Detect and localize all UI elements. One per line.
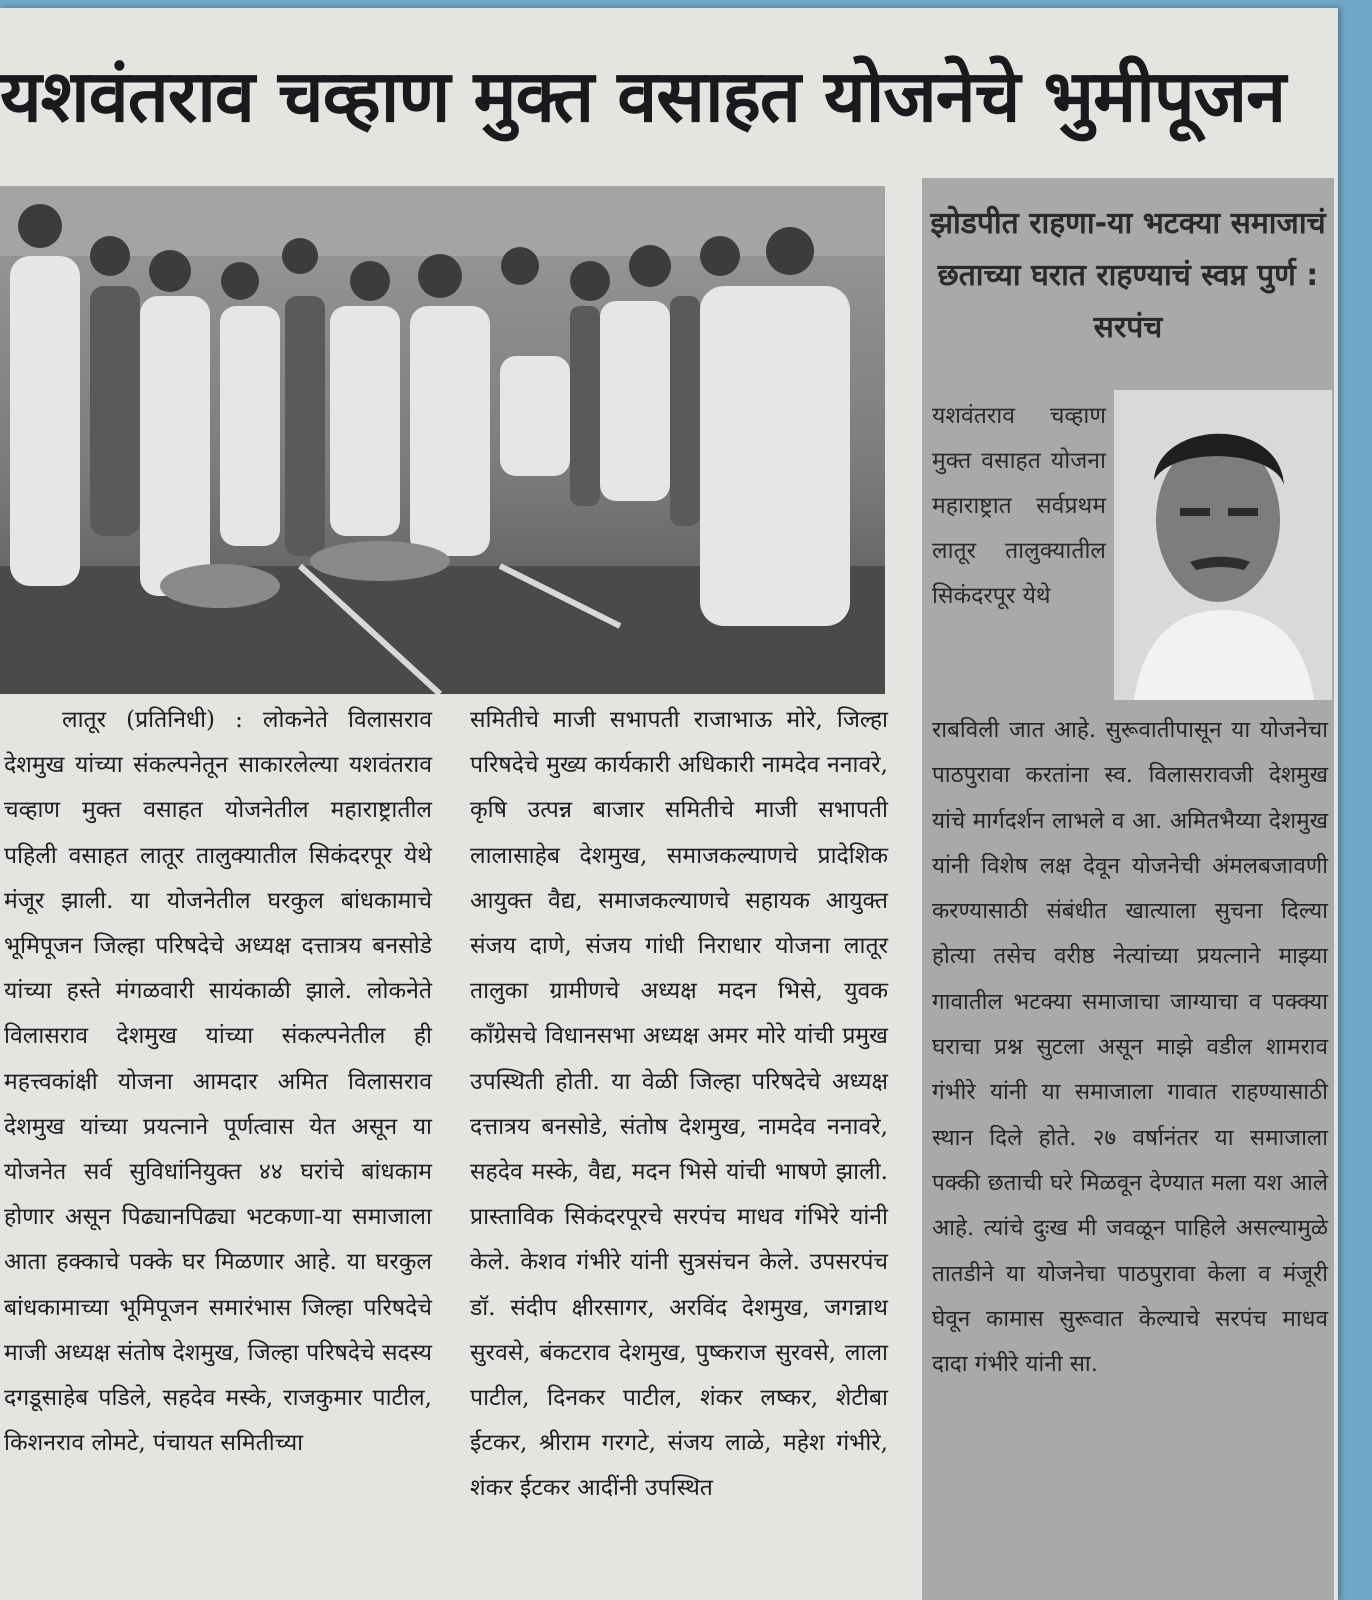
sarpanch-sidebar-box bbox=[922, 178, 1334, 1600]
sarpanch-portrait bbox=[1114, 390, 1332, 700]
sarpanch-portrait-graphic bbox=[1114, 390, 1332, 700]
sidebar-lead-text: यशवंतराव चव्हाण मुक्त वसाहत योजना महाराष्ट्रात सर्वप्रथम लातूर तालुक्यातील सिकंदरपूर येथे bbox=[932, 403, 1106, 609]
newspaper-page bbox=[0, 8, 1338, 1600]
article-column-2: समितीचे माजी सभापती राजाभाऊ मोरे, जिल्हा परिषदेचे मुख्य कार्यकारी अधिकारी नामदेव ननावरे, कृषि उत्पन्न बाजार समितीचे माजी सभापती लालासाहेब देशमुख, समाजकल्याणचे प्रादेशिक आयुक्त वैद्य, समाजकल्याणचे सहायक आयुक्त संजय दाणे, संजय गांधी निराधार योजना लातूर तालुका ग्रामीणचे अध्यक्ष मदन भिसे, युवक काँग्रेसचे विधानसभा अध्यक्ष अमर मोरे यांची प्रमुख उपस्थिती होती. या वेळी जिल्हा परिषदेचे अध्यक्ष दत्तात्रय बनसोडे, संतोष देशमुख, नामदेव ननावरे, सहदेव मस्के, वैद्य, मदन भिसे यांची भाषणे झाली. प्रास्ताविक सिकंदरपूरचे सरपंच माधव गंभिरे यांनी केले. केशव गंभीरे यांनी सुत्रसंचन केले. उपसरपंच डॉ. संदीप क्षीरसागर, अरविंद देशमुख, जगन्नाथ सुरवसे, बंकटराव देशमुख, पुष्कराज सुरवसे, लाला पाटील, दिनकर पाटील, शंकर लष्कर, शेटीबा ईटकर, श्रीराम गरगटे, संजय लाळे, महेश गंभीरे, शंकर ईटकर आदींनी उपस्थित bbox=[470, 707, 888, 1502]
ceremony-photo-graphic bbox=[0, 186, 885, 694]
article-headline: यशवंतराव चव्हाण मुक्त वसाहत योजनेचे भुमीपूजन bbox=[0, 54, 1286, 138]
sidebar-heading: झोडपीत राहणा-या भटक्या समाजाचं छताच्या घरात राहण्याचं स्वप्न पुर्ण : सरपंच bbox=[930, 206, 1326, 345]
sidebar-body-text: राबविली जात आहे. सुरूवातीपासून या योजनेचा पाठपुरावा करतांना स्व. विलासरावजी देशमुख यांचे मार्गदर्शन लाभले व आ. अमितभैय्या देशमुख यांनी विशेष लक्ष देवून योजनेची अंमलबजावणी करण्यासाठी संबंधीत खात्याला सुचना दिल्या होत्या तसेच वरीष्ठ नेत्यांच्या प्रयत्नाने माझ्या गावातील भटक्या समाजाचा जाग्याचा व पक्क्या घराचा प्रश्न सुटला असून माझे वडील शामराव गंभीरे यांनी या समाजाला गावात राहण्यासाठी स्थान दिले होते. २७ वर्षानंतर या समाजाला पक्की छताची घरे मिळवून देण्यात मला यश आले आहे. त्यांचे दुःख मी जवळून पाहिले असल्यामुळे तातडीने या योजनेचा पाठपुरावा केला व मंजूरी घेवून कामास सुरूवात केल्याचे सरपंच माधव दादा गंभीरे यांनी सा. bbox=[932, 717, 1328, 1378]
ceremony-photo bbox=[0, 186, 885, 694]
article-column-1: लातूर (प्रतिनिधी) : लोकनेते विलासराव देशमुख यांच्या संकल्पनेतून साकारलेल्या यशवंतराव चव्हाण मुक्त वसाहत योजनेतील महाराष्ट्रातील पहिली वसाहत लातूर तालुक्यातील सिकंदरपूर येथे मंजूर झाली. या योजनेतील घरकुल बांधकामाचे भूमिपूजन जिल्हा परिषदेचे अध्यक्ष दत्तात्रय बनसोडे यांच्या हस्ते मंगळवारी सायंकाळी झाले. लोकनेते विलासराव देशमुख यांच्या संकल्पनेतील ही महत्त्वकांक्षी योजना आमदार अमित विलासराव देशमुख यांच्या प्रयत्नाने पूर्णत्वास येत असून या योजनेत सर्व सुविधांनियुक्त ४४ घरांचे बांधकाम होणार असून पिढ्यानपिढ्या भटकणा-या समाजाला आता हक्काचे पक्के घर मिळणार आहे. या घरकुल बांधकामाच्या भूमिपूजन समारंभास जिल्हा परिषदेचे माजी अध्यक्ष संतोष देशमुख, जिल्हा परिषदेचे सदस्य दगडूसाहेब पडिले, सहदेव मस्के, राजकुमार पाटील, किशनराव लोमटे, पंचायत समितीच्या bbox=[4, 707, 432, 1457]
